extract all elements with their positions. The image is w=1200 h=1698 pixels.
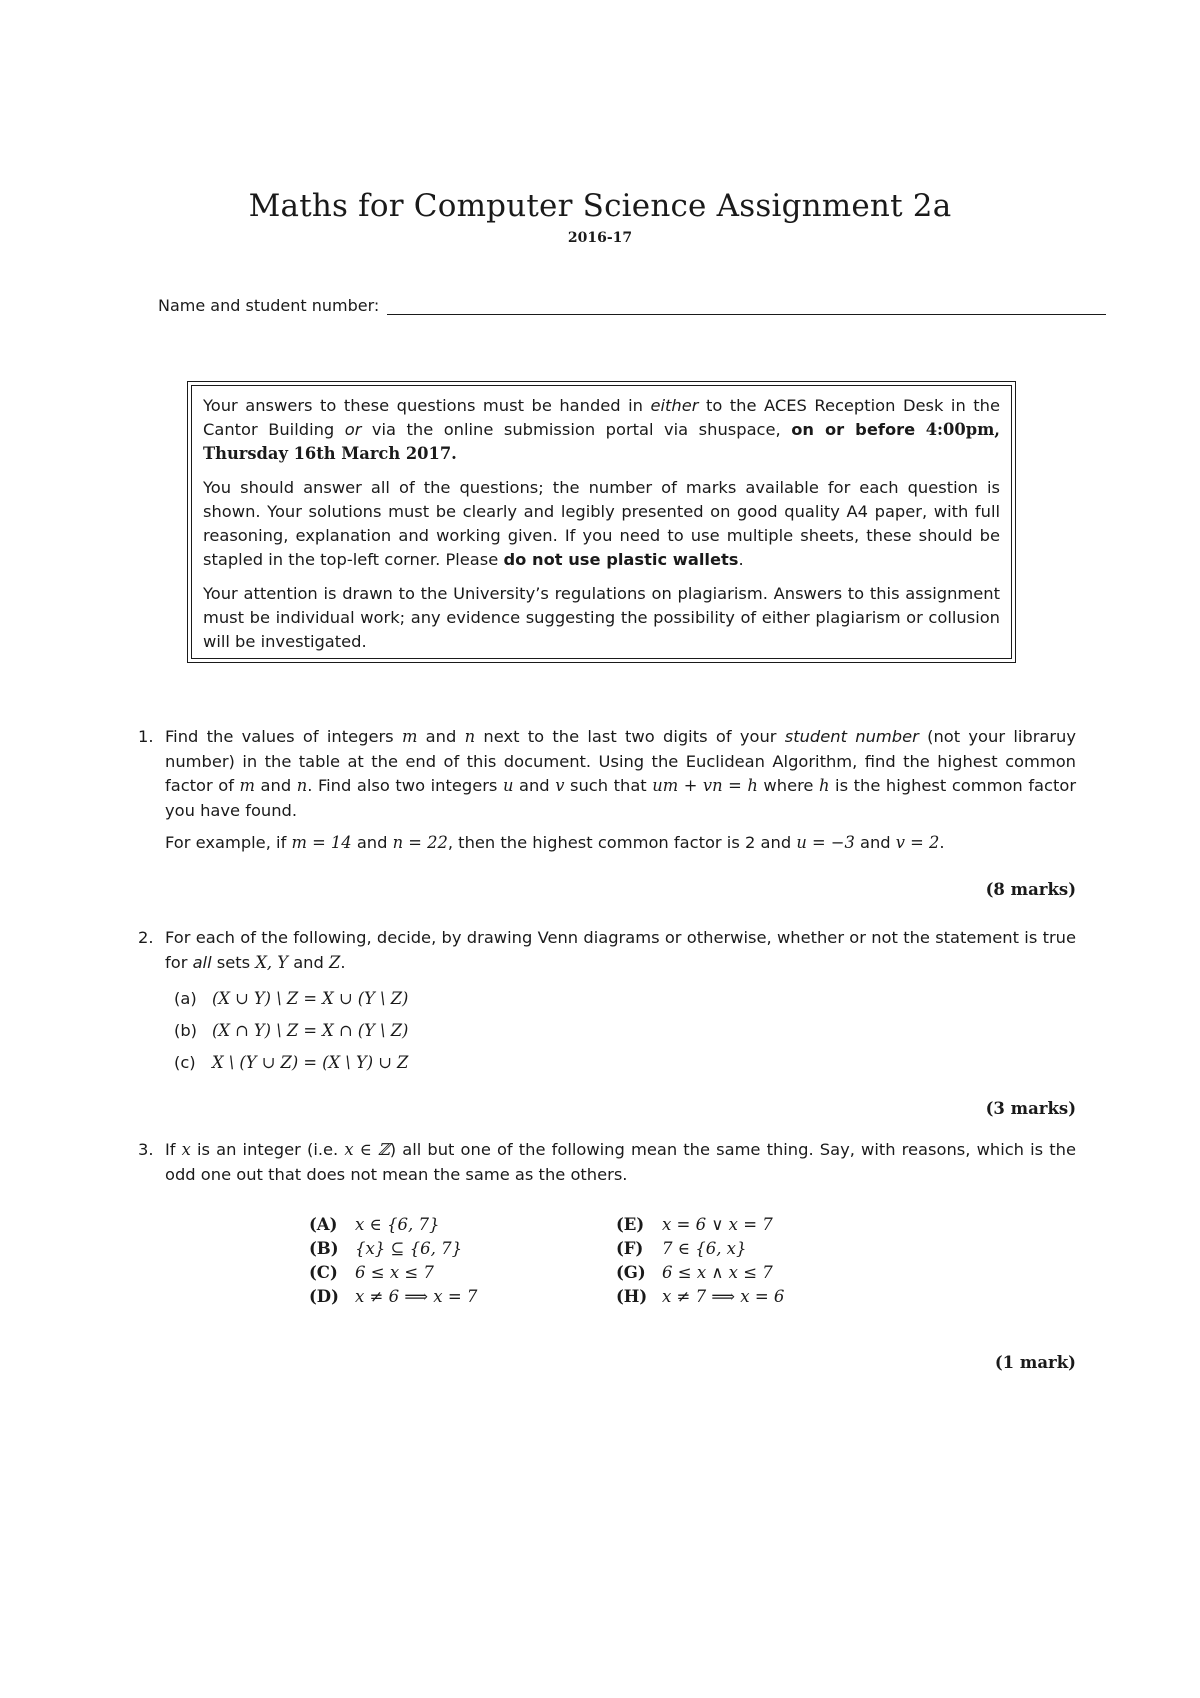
- text: ) all but one of the following mean the same thing. Say, with reasons, which is the odd one out that does not mean the same as the others.: [165, 1140, 1076, 1184]
- text: For each of the following, decide, by drawing Venn diagrams or otherwise, whether or not the statement is true for: [165, 928, 1076, 972]
- notice-box-inner: [191, 385, 1012, 659]
- option-e: [616, 1215, 773, 1234]
- name-blank-line: [387, 300, 1106, 315]
- question-2: [138, 926, 1076, 1083]
- marks-question-1: (8 marks): [985, 880, 1076, 899]
- text: and: [288, 952, 329, 972]
- option-h: [616, 1287, 784, 1306]
- text: such that: [564, 776, 653, 795]
- text: Find the values of integers: [165, 727, 402, 746]
- notice-paragraph-instructions: [203, 476, 1000, 572]
- question-part-c: [174, 1051, 1076, 1075]
- text: is the highest common factor you have found.: [165, 776, 1077, 820]
- question-parts: [165, 987, 1076, 1075]
- example-m: m = 14: [291, 833, 352, 852]
- notice-text: .: [738, 550, 744, 569]
- part-label: (b): [174, 1021, 198, 1040]
- text: .: [939, 833, 945, 852]
- notice-or: or: [344, 420, 362, 439]
- text: and: [351, 833, 393, 852]
- question-number: 3.: [138, 1140, 154, 1159]
- question-part-b: [174, 1019, 1076, 1043]
- option-expression: x ≠ 7 ⟹ x = 6: [662, 1287, 785, 1306]
- x-in-integers: x ∈ ℤ: [344, 1140, 390, 1159]
- part-label: (a): [174, 989, 197, 1008]
- option-g: [616, 1263, 773, 1282]
- notice-paragraph-submission: [203, 394, 1000, 466]
- var-h: h: [819, 776, 830, 795]
- academic-year: 2016-17: [567, 230, 633, 246]
- text: . Find also two integers: [307, 776, 503, 795]
- option-label: (A): [309, 1215, 338, 1234]
- option-label: (D): [309, 1287, 339, 1306]
- var-v: v: [555, 776, 565, 795]
- name-label: Name and student number:: [158, 296, 380, 315]
- option-expression: x ≠ 6 ⟹ x = 7: [355, 1287, 478, 1306]
- option-expression: 6 ≤ x ≤ 7: [355, 1263, 434, 1282]
- text: For example, if: [165, 833, 292, 852]
- option-label: (E): [616, 1215, 645, 1234]
- set-z: Z: [329, 952, 341, 972]
- question-body: [165, 926, 1076, 1075]
- text: and: [254, 776, 297, 795]
- part-expression: (X ∪ Y) \ Z = X ∪ (Y \ Z): [212, 989, 409, 1008]
- example-u: u = −3: [796, 833, 855, 852]
- example-v: v = 2: [895, 833, 940, 852]
- option-a: [309, 1215, 440, 1234]
- text: and: [417, 727, 465, 746]
- option-label: (G): [616, 1263, 646, 1282]
- option-b: [309, 1239, 462, 1258]
- part-label: (c): [174, 1053, 196, 1072]
- text: If: [165, 1140, 182, 1159]
- text: , then the highest common factor is 2 and: [447, 833, 797, 852]
- text: sets: [211, 952, 256, 972]
- question-body: [165, 1138, 1076, 1187]
- name-field-row: [158, 296, 1106, 315]
- sets-x-y: X, Y: [255, 952, 289, 972]
- part-expression: (X ∩ Y) \ Z = X ∩ (Y \ Z): [212, 1021, 409, 1040]
- equation-um-vn-h: um + vn = h: [652, 776, 758, 795]
- notice-text: You should answer all of the questions; the number of marks available for each question is shown. Your solutions must be clearly and legibly presented on good quality A4 paper, with full reasoning, explanation and working given. If you need to use multiple sheets, these should be stapled in the top-left corner. Please: [203, 478, 1000, 569]
- option-d: [309, 1287, 477, 1306]
- var-x: x: [181, 1140, 191, 1159]
- question-body: [165, 725, 1076, 856]
- student-number-emph: student number: [784, 727, 919, 746]
- page-title: Maths for Computer Science Assignment 2a: [248, 188, 952, 224]
- text: is an integer (i.e.: [190, 1140, 345, 1159]
- notice-deadline: 4:00pm, Thursday 16th March 2017.: [203, 420, 1000, 463]
- option-expression: 7 ∈ {6, x}: [662, 1239, 747, 1258]
- question-number: 2.: [138, 928, 154, 947]
- part-expression: X \ (Y ∪ Z) = (X \ Y) ∪ Z: [212, 1053, 409, 1072]
- option-label: (B): [309, 1239, 339, 1258]
- notice-on-or-before: on or before: [791, 420, 916, 439]
- question-3: [138, 1138, 1076, 1195]
- text: and: [513, 776, 556, 795]
- option-expression: {x} ⊆ {6, 7}: [355, 1239, 463, 1258]
- question-text: [165, 725, 1076, 823]
- option-label: (C): [309, 1263, 338, 1282]
- text: .: [340, 952, 346, 972]
- text: where: [757, 776, 819, 795]
- option-label: (H): [616, 1287, 648, 1306]
- var-n: n: [296, 776, 308, 795]
- notice-paragraph-plagiarism: Your attention is drawn to the University’s regulations on plagiarism. Answers to this assignment must be individual work; any evidence suggesting the possibility of either plagiarism or collusion will be investigated.: [203, 584, 1000, 651]
- option-c: [309, 1263, 434, 1282]
- marks-question-2: (3 marks): [985, 1099, 1076, 1118]
- option-f: [616, 1239, 747, 1258]
- marks-question-3: (1 mark): [994, 1353, 1076, 1372]
- var-n: n: [464, 727, 476, 746]
- var-m: m: [401, 727, 418, 746]
- notice-either: either: [650, 396, 699, 415]
- option-label: (F): [616, 1239, 644, 1258]
- question-text: [165, 1138, 1076, 1187]
- question-number: 1.: [138, 727, 154, 746]
- var-u: u: [502, 776, 514, 795]
- notice-text: Your answers to these questions must be handed in: [203, 396, 651, 415]
- question-text: [165, 926, 1076, 975]
- notice-text: via the online submission portal via shuspace,: [361, 420, 792, 439]
- text: (not your libraruy number) in the table at the end of this document. Using the Euclidean Algorithm, find the highest common factor of: [165, 727, 1077, 795]
- option-expression: 6 ≤ x ∧ x ≤ 7: [662, 1263, 773, 1282]
- option-expression: x = 6 ∨ x = 7: [662, 1215, 773, 1234]
- option-expression: x ∈ {6, 7}: [355, 1215, 440, 1234]
- all-emph: all: [192, 952, 212, 972]
- text: next to the last two digits of your: [475, 727, 785, 746]
- text: and: [854, 833, 896, 852]
- notice-box: [187, 381, 1016, 663]
- question-part-a: [174, 987, 1076, 1011]
- notice-text: to the ACES Reception Desk in the Cantor Building: [203, 396, 1000, 439]
- notice-no-plastic-wallets: do not use plastic wallets: [503, 550, 739, 569]
- question-example: [165, 831, 1076, 856]
- var-m: m: [239, 776, 255, 795]
- example-n: n = 22: [392, 833, 448, 852]
- question-1: [138, 725, 1076, 864]
